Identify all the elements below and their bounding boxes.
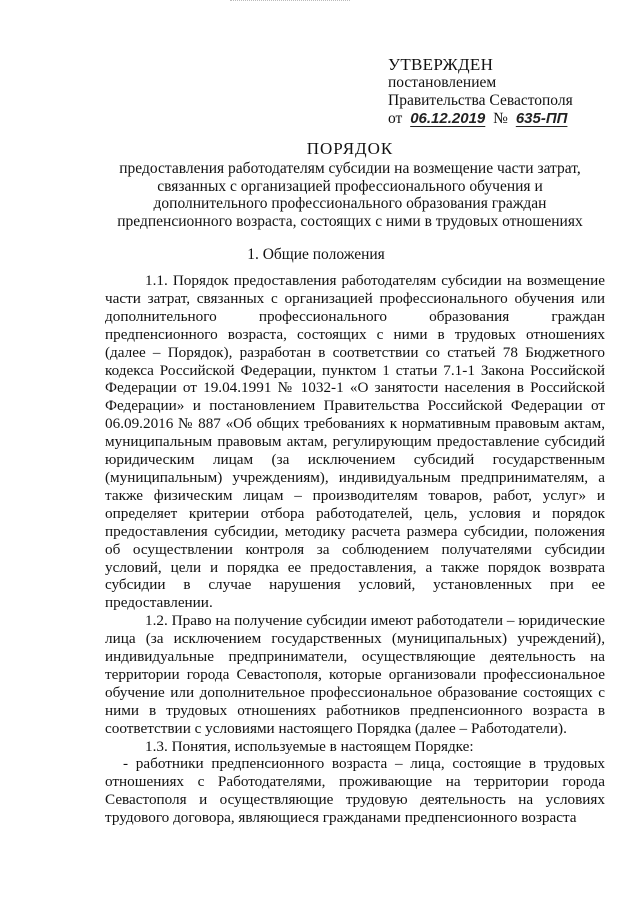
- document-title: ПОРЯДОК: [306, 139, 394, 158]
- section-heading: 1. Общие положения: [247, 246, 385, 263]
- paragraph-1-1: 1.1. Порядок предоставления работодателям субсидии на возмещение части затрат, связанных с организацией профессионального обучения или дополнительного профессионального образования граждан предпенсионного возраста, состоящих с ними в трудовых отношениях (далее – Порядок), разработан в соответствии со статьей 78 Бюджетного кодекса Российской Федерации, пунктом 1 статьи 7.1-1 Закона Российской Федерации от 19.04.1991 № 1032-1 «О занятости населения в Российской Федерации» и постановлением Правительства Российской Федерации от 06.09.2016 № 887 «Об общих требованиях к нормативным правовым актам, муниципальным правовым актам, регулирующим предоставление субсидий юридическим лицам (за исключением субсидий государственным (муниципальным) учреждениям), индивидуальным предпринимателям, а также физическим лицам – производителям товаров, работ, услуг» и определяет критерии отбора работодателей, цель, условия и порядок предоставления субсидии, методику расчета размера субсидии, положения об осуществлении контроля за соблюдением получателями субсидии условий, цели и порядка ее предоставления, а также порядок возврата субсидии в случае нарушения условий, установленных при ее предоставлении.: [105, 272, 605, 612]
- paragraph-1-3: 1.3. Понятия, используемые в настоящем Порядке:: [145, 737, 474, 755]
- definition-item: - работники предпенсионного возраста – лица, состоящие в трудовых отношениях с Работодателями, проживающие на территории города Севастополя и осуществляющие трудовую деятельность на условиях трудового договора, являющиеся гражданами предпенсионного возраста: [105, 755, 605, 827]
- handwritten-number: 635-ПП: [515, 110, 568, 127]
- document-body: [105, 272, 605, 827]
- paragraph-1-2: 1.2. Право на получение субсидии имеют работодатели – юридические лица (за исключением государственных (муниципальных) учреждений), индивидуальные предприниматели, осуществляющие деятельность на территории города Севастополя, которые организовали профессиональное обучение или дополнительное профессиональное образование состоящих с ними в трудовых отношениях работников предпенсионного возраста в соответствии с условиями настоящего Порядка (далее – Работодатели).: [105, 612, 605, 737]
- document-title-block: [100, 140, 600, 231]
- number-prefix: №: [493, 110, 508, 127]
- approval-line-2: Правительства Севастополя: [388, 92, 573, 109]
- approval-block: [388, 56, 573, 128]
- handwritten-date: 06.12.2019: [410, 110, 486, 127]
- document-subtitle: предоставления работодателям субсидии на возмещение части затрат, связанных с организацией профессионального обучения и дополнительного профессионального образования граждан предпенсионного возраста, состоящих с ними в трудовых отношениях: [117, 159, 583, 231]
- date-prefix: от: [388, 110, 403, 127]
- approval-heading: УТВЕРЖДЕН: [388, 55, 494, 74]
- approval-date-line: [388, 110, 573, 128]
- approval-line-1: постановлением: [388, 74, 497, 91]
- scan-artifact: [230, 0, 350, 5]
